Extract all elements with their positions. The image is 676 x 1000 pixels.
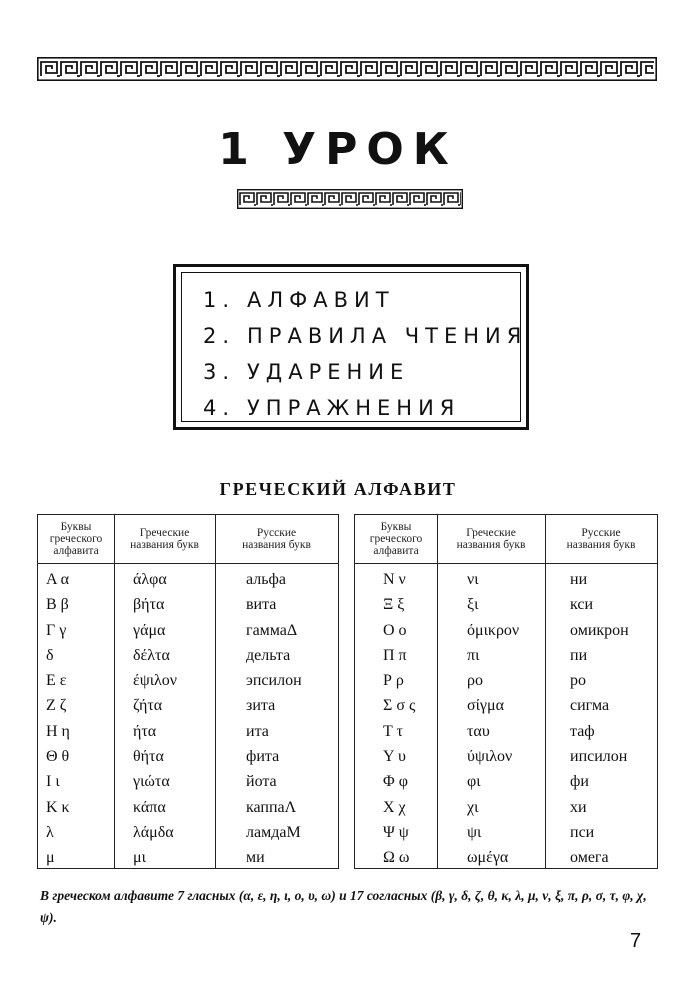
greek-name-cell: γιώτα — [133, 773, 170, 791]
greek-name-cell: νι — [467, 571, 479, 588]
greek-name-cell: γάμα — [133, 621, 166, 639]
russian-name-cell: альфа — [246, 571, 286, 588]
letter-cell: Υ υ — [383, 748, 406, 766]
letter-cell: Α α — [46, 571, 70, 588]
russian-name-cell: омега — [570, 849, 609, 867]
table-row — [355, 592, 657, 617]
russian-name-cell: гаммаΔ — [246, 621, 298, 639]
russian-name-cell: фи — [570, 773, 589, 791]
alphabet-table-right — [354, 514, 658, 869]
greek-name-cell: λάμδα — [133, 823, 174, 841]
letter-cell: Ι ι — [46, 773, 60, 791]
vowels-consonants-note: В греческом алфавите 7 гласных (α, ε, η, ι, ο, υ, ω) и 17 согласных (β, γ, δ, ζ, θ, κ, λ, μ, ν, ξ, π, ρ, σ, τ, φ, χ, ψ). — [40, 888, 647, 925]
header-russian-names: Русские названия букв — [566, 527, 636, 551]
table-row — [355, 820, 657, 845]
greek-name-cell: ήτα — [133, 722, 157, 740]
toc-item-reading-rules: 2. ПРАВИЛА ЧТЕНИЯ — [203, 324, 528, 348]
russian-name-cell: фита — [246, 748, 280, 766]
letter-cell: Β β — [46, 596, 69, 614]
greek-name-cell: ξι — [467, 596, 479, 614]
header-greek-names: Греческие названия букв — [456, 527, 526, 551]
greek-name-cell: άλφα — [133, 571, 167, 588]
letter-cell: Φ φ — [383, 773, 408, 791]
letter-cell: Ο ο — [383, 621, 407, 639]
greek-name-cell: βήτα — [133, 596, 165, 614]
alphabet-table-left — [37, 514, 339, 869]
table-row — [38, 643, 338, 668]
russian-name-cell: вита — [246, 596, 277, 614]
russian-name-cell: каппаΛ — [246, 798, 297, 816]
greek-name-cell: σίγμα — [467, 697, 504, 715]
toc-item-exercises: 4. УПРАЖНЕНИЯ — [203, 396, 461, 420]
letter-cell: Σ σ ς — [383, 697, 416, 715]
russian-name-cell: ни — [570, 571, 588, 588]
table-row — [38, 744, 338, 769]
russian-name-cell: пи — [570, 646, 588, 664]
table-row — [38, 820, 338, 845]
letter-cell: Θ θ — [46, 748, 70, 766]
letter-cell: Ω ω — [383, 849, 410, 867]
russian-name-cell: пси — [570, 823, 595, 841]
greek-name-cell: έψιλον — [133, 672, 178, 690]
greek-name-cell: ρο — [467, 672, 483, 690]
table-row — [355, 693, 657, 718]
table-row — [355, 668, 657, 693]
toc-item-alphabet: 1. АЛФАВИТ — [203, 288, 395, 312]
greek-name-cell: πι — [467, 646, 480, 664]
table-row — [38, 769, 338, 794]
russian-name-cell: сигма — [570, 697, 610, 715]
lesson-contents-inner-frame — [181, 272, 528, 422]
page-number: 7 — [630, 930, 642, 952]
letter-cell: λ — [46, 823, 54, 841]
table-row — [38, 719, 338, 744]
greek-key-border-title — [237, 189, 463, 209]
letter-cell: Ν ν — [383, 571, 406, 588]
greek-name-cell: ψι — [467, 823, 482, 841]
table-row — [355, 567, 657, 592]
greek-name-cell: ωμέγα — [467, 849, 509, 867]
russian-name-cell: ипсилон — [570, 748, 628, 766]
letter-cell: Τ τ — [383, 722, 403, 740]
greek-name-cell: ταυ — [467, 722, 490, 740]
section-heading: ГРЕЧЕСКИЙ АЛФАВИТ — [219, 479, 457, 499]
greek-name-cell: χι — [467, 798, 479, 816]
letter-cell: δ — [46, 646, 54, 664]
table-row — [38, 845, 338, 870]
greek-name-cell: όμικρον — [467, 621, 520, 639]
table-row — [38, 668, 338, 693]
table-row — [38, 592, 338, 617]
table-body — [38, 567, 338, 871]
letter-cell: Ε ε — [46, 672, 67, 690]
lesson-contents-box — [173, 264, 529, 430]
letter-cell: μ — [46, 849, 55, 867]
table-row — [355, 618, 657, 643]
table-row — [355, 643, 657, 668]
greek-name-cell: ζήτα — [133, 697, 163, 715]
russian-name-cell: дельта — [246, 646, 291, 664]
russian-name-cell: ро — [570, 672, 586, 690]
greek-name-cell: φι — [467, 773, 481, 791]
lesson-contents-list — [203, 282, 527, 426]
greek-name-cell: θήτα — [133, 748, 164, 766]
letter-cell: Η η — [46, 722, 70, 740]
table-row — [355, 719, 657, 744]
greek-name-cell: μι — [133, 849, 146, 867]
letter-cell: Π π — [383, 646, 407, 664]
table-header — [38, 515, 338, 564]
table-row — [355, 795, 657, 820]
letter-cell: Ξ ξ — [383, 596, 405, 614]
greek-name-cell: κάπα — [133, 798, 166, 816]
table-body — [355, 567, 657, 871]
letter-cell: Ρ ρ — [383, 672, 404, 690]
lesson-title: 1 УРОК — [218, 124, 458, 175]
header-letters: Буквы греческого алфавита — [49, 521, 103, 557]
greek-name-cell: ύψιλον — [467, 748, 513, 766]
letter-cell: Κ κ — [46, 798, 70, 816]
russian-name-cell: таф — [570, 722, 595, 740]
table-row — [355, 744, 657, 769]
letter-cell: Γ γ — [46, 621, 67, 639]
russian-name-cell: хи — [570, 798, 587, 816]
russian-name-cell: ми — [246, 849, 265, 867]
toc-item-stress: 3. УДАРЕНИЕ — [203, 360, 410, 384]
header-greek-names: Греческие названия букв — [130, 527, 199, 551]
table-row — [38, 795, 338, 820]
russian-name-cell: эпсилон — [246, 672, 302, 690]
russian-name-cell: ламдаΜ — [246, 823, 301, 841]
table-header — [355, 515, 657, 564]
russian-name-cell: ита — [246, 722, 269, 740]
greek-key-border-top — [37, 57, 657, 81]
table-row — [38, 693, 338, 718]
letter-cell: Χ χ — [383, 798, 406, 816]
header-russian-names: Русские названия букв — [242, 527, 311, 551]
russian-name-cell: омикрон — [570, 621, 629, 639]
russian-name-cell: кси — [570, 596, 594, 614]
greek-name-cell: δέλτα — [133, 646, 170, 664]
table-row — [38, 567, 338, 592]
table-row — [355, 769, 657, 794]
letter-cell: Ζ ζ — [46, 697, 67, 715]
russian-name-cell: йота — [246, 773, 277, 791]
table-row — [355, 845, 657, 870]
russian-name-cell: зита — [246, 697, 276, 715]
header-letters: Буквы греческого алфавита — [369, 521, 423, 557]
letter-cell: Ψ ψ — [383, 823, 409, 841]
table-row — [38, 618, 338, 643]
